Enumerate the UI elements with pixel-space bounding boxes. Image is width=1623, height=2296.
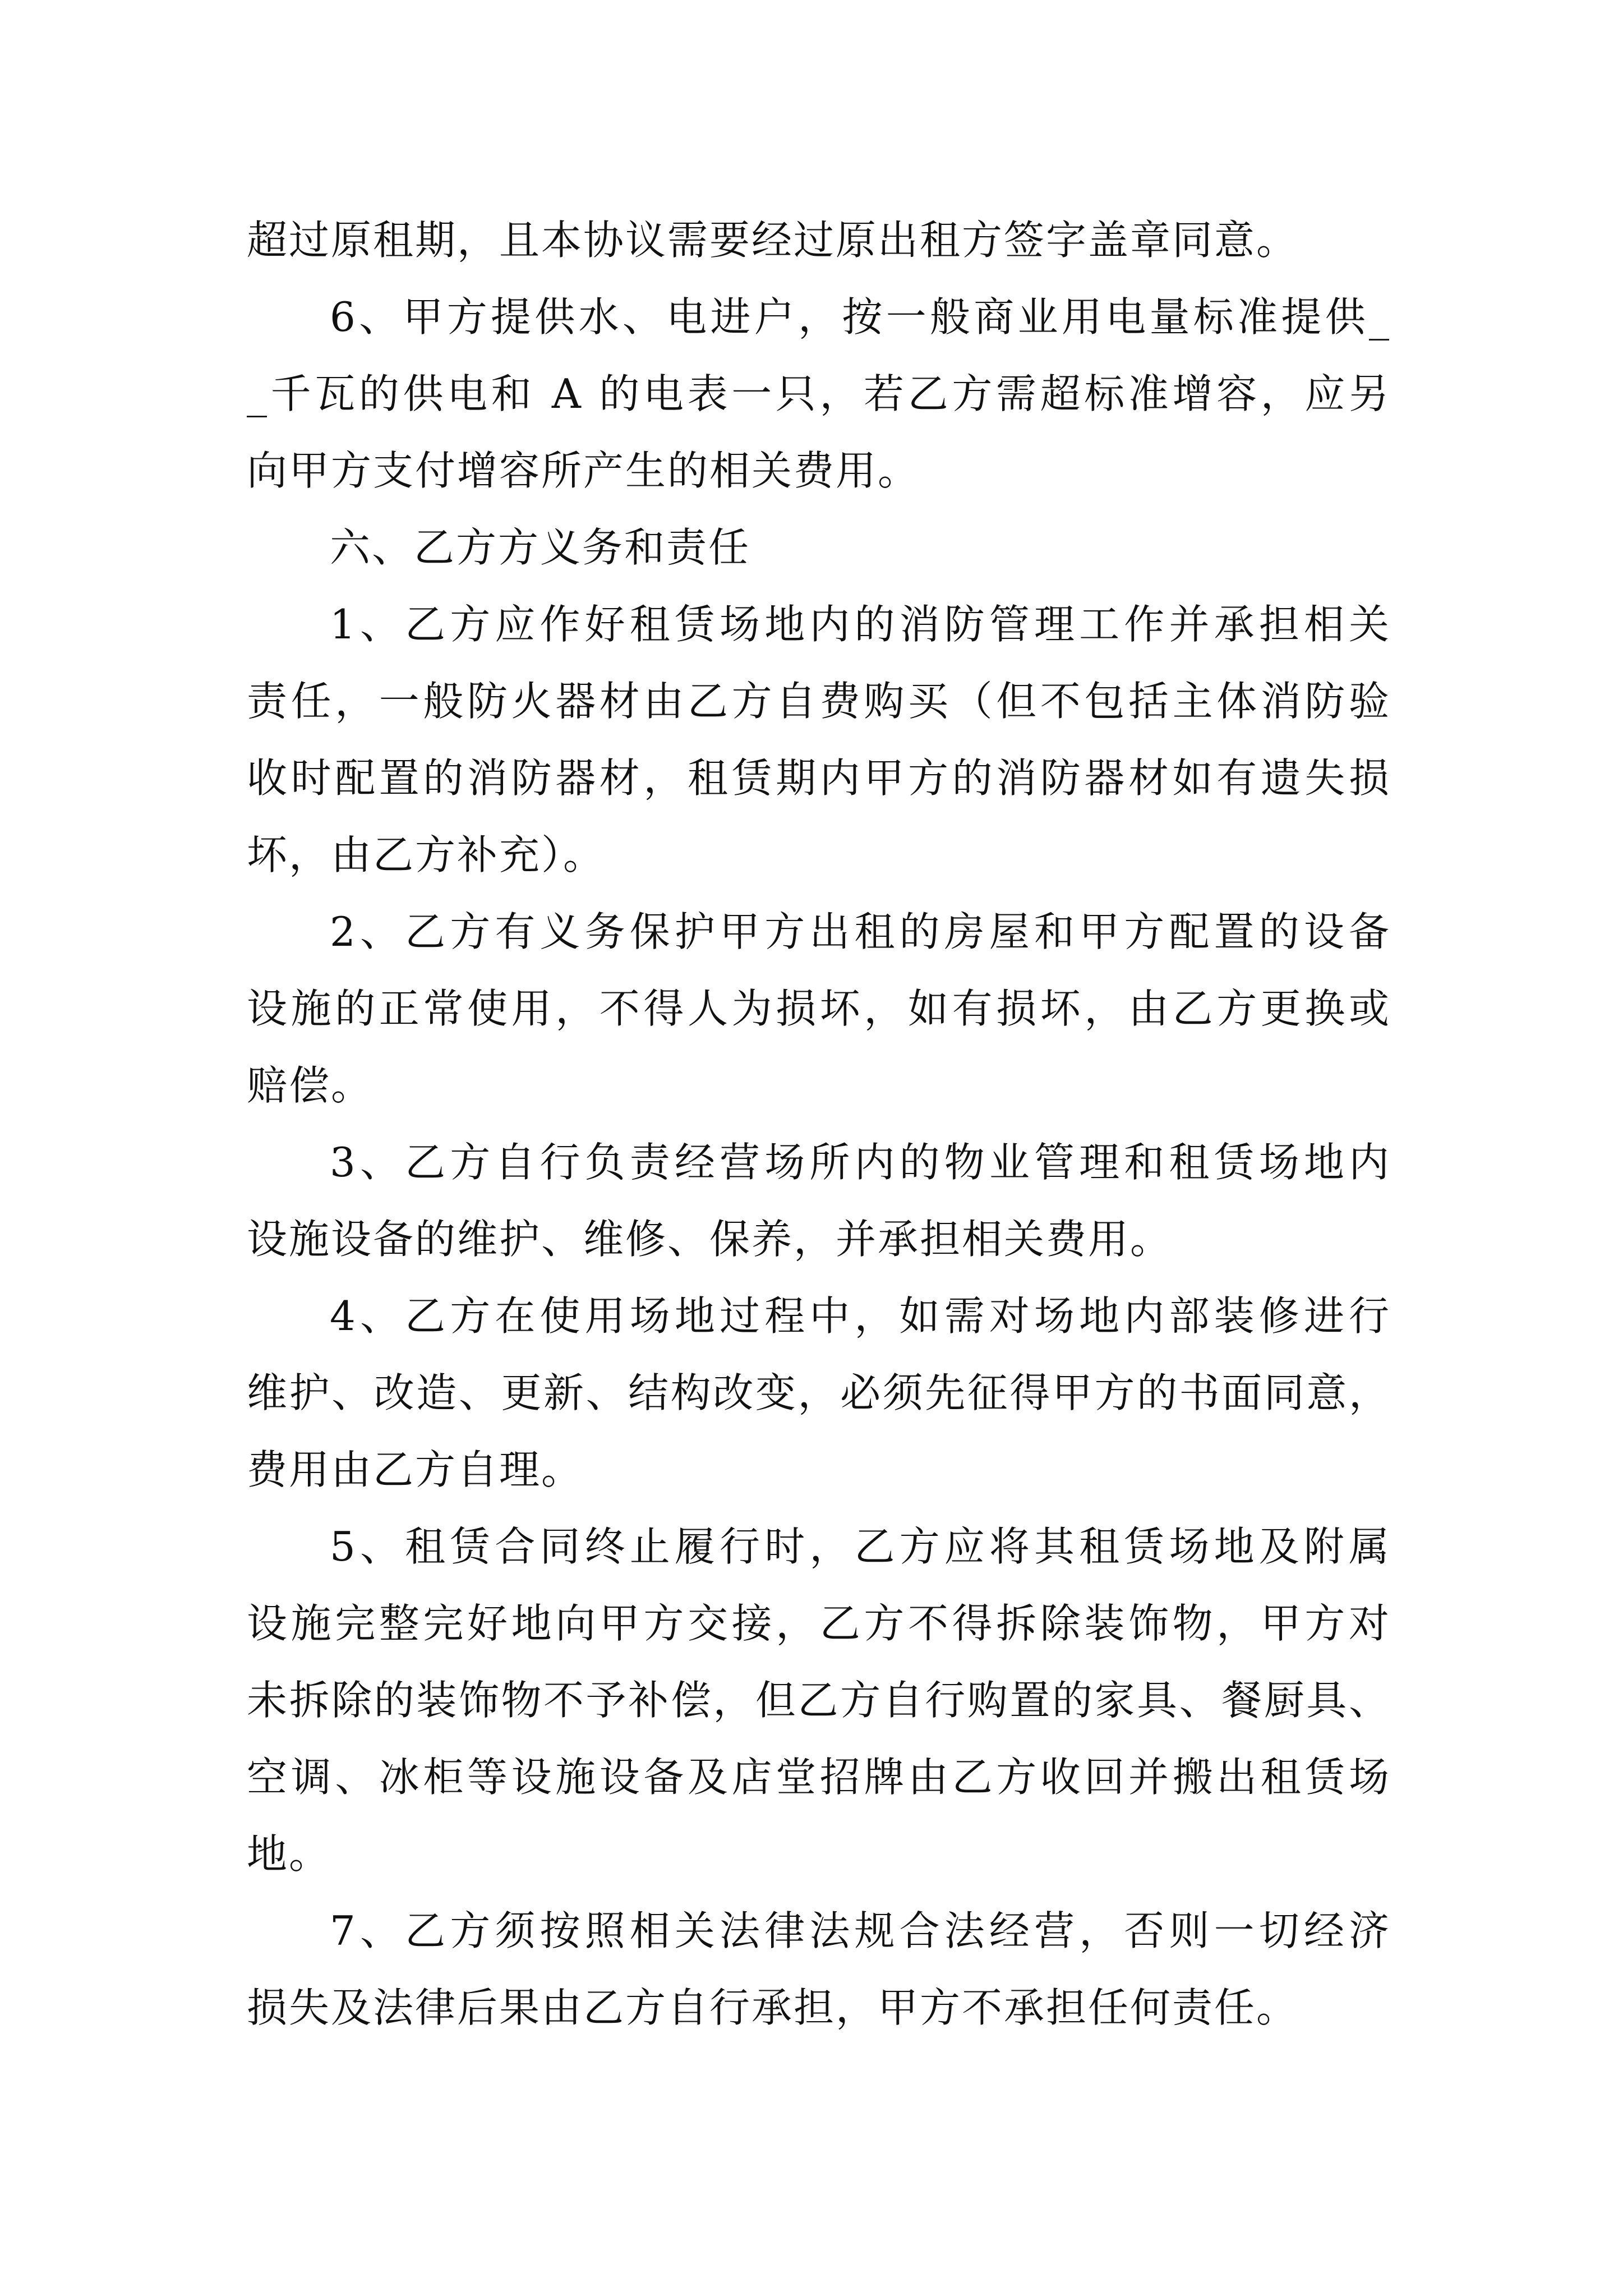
text-line: 3、乙方自行负责经营场所内的物业管理和租赁场地内 [330,1139,1391,1186]
text-line: 设施的正常使用，不得人为损坏，如有损坏，由乙方更换或 [247,985,1391,1032]
text-line: 损失及法律后果由乙方自行承担，甲方不承担任何责任。 [247,1984,1299,2031]
text-line: 6、甲方提供水、电进户，按一般商业用电量标准提供_ [330,293,1391,341]
text-line: 7、乙方须按照相关法律法规合法经营，否则一切经济 [330,1907,1391,1954]
text-line: _千瓦的供电和 A 的电表一只，若乙方需超标准增容，应另 [247,370,1391,417]
text-line: 未拆除的装饰物不予补偿，但乙方自行购置的家具、餐厨具、 [247,1677,1391,1724]
text-line: 空调、冰柜等设施设备及店堂招牌由乙方收回并搬出租赁场 [247,1754,1391,1801]
section-heading: 六、乙方方义务和责任 [330,524,751,571]
text-line: 赔偿。 [247,1062,374,1109]
text-line: 5、租赁合同终止履行时，乙方应将其租赁场地及附属 [330,1523,1391,1570]
text-line: 责任，一般防火器材由乙方自费购买（但不包括主体消防验 [247,678,1391,725]
text-line: 设施设备的维护、维修、保养，并承担相关费用。 [247,1216,1173,1263]
text-line: 向甲方支付增容所产生的相关费用。 [247,447,920,494]
text-line: 设施完整完好地向甲方交接，乙方不得拆除装饰物，甲方对 [247,1600,1391,1647]
text-line: 收时配置的消防器材，租赁期内甲方的消防器材如有遗失损 [247,754,1391,802]
document-body [247,202,1391,2046]
text-line: 地。 [247,1830,331,1878]
text-line: 4、乙方在使用场地过程中，如需对场地内部装修进行 [330,1292,1391,1340]
text-line: 费用由乙方自理。 [247,1446,584,1493]
text-line: 2、乙方有义务保护甲方出租的房屋和甲方配置的设备 [330,908,1391,955]
text-line: 1、乙方应作好租赁场地内的消防管理工作并承担相关 [330,601,1391,648]
text-line: 维护、改造、更新、结构改变，必须先征得甲方的书面同意， [247,1369,1391,1416]
text-line: 坏，由乙方补充）。 [247,831,606,878]
text-line: 超过原租期，且本协议需要经过原出租方签字盖章同意。 [247,217,1299,264]
